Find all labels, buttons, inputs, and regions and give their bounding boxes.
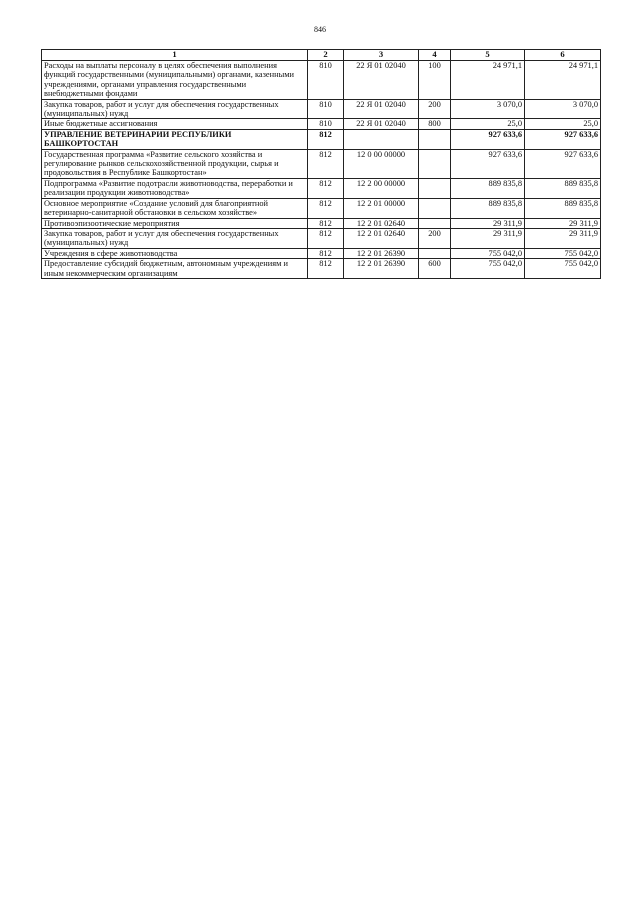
- row-amount-2: 24 971,1: [525, 61, 601, 100]
- row-amount-1: 3 070,0: [451, 99, 525, 119]
- column-header: 2: [308, 50, 344, 61]
- row-name: Основное мероприятие «Создание условий для благоприятной ветеринарно-санитарной обстановки в сельском хозяйстве»: [42, 198, 308, 218]
- row-target-code: 12 2 00 00000: [344, 178, 419, 198]
- row-admin-code: 812: [308, 218, 344, 228]
- table-row: [42, 248, 601, 258]
- row-admin-code: 812: [308, 248, 344, 258]
- table-row: [42, 228, 601, 248]
- row-amount-1: 755 042,0: [451, 259, 525, 279]
- row-name: Закупка товаров, работ и услуг для обеспечения государственных (муниципальных) нужд: [42, 228, 308, 248]
- row-target-code: 22 Я 01 02040: [344, 119, 419, 129]
- row-admin-code: 812: [308, 198, 344, 218]
- row-target-code: 22 Я 01 02040: [344, 99, 419, 119]
- row-amount-2: 927 633,6: [525, 149, 601, 178]
- table-row: [42, 99, 601, 119]
- row-name: Противоэпизоотические мероприятия: [42, 218, 308, 228]
- column-header: 4: [419, 50, 451, 61]
- row-amount-2: 29 311,9: [525, 218, 601, 228]
- column-header: 3: [344, 50, 419, 61]
- row-name: Подпрограмма «Развитие подотрасли животноводства, переработки и реализации продукции животноводства»: [42, 178, 308, 198]
- row-expense-type: [419, 198, 451, 218]
- row-name: Расходы на выплаты персоналу в целях обеспечения выполнения функций государственными (муниципальными) органами, казенными учреждениями, органами управления государственными внебюджетными фондами: [42, 61, 308, 100]
- row-target-code: 12 2 01 26390: [344, 259, 419, 279]
- row-target-code: 22 Я 01 02040: [344, 61, 419, 100]
- row-expense-type: 100: [419, 61, 451, 100]
- column-header: 1: [42, 50, 308, 61]
- column-header: 5: [451, 50, 525, 61]
- row-admin-code: 812: [308, 129, 344, 149]
- page-number: 846: [314, 25, 326, 34]
- row-expense-type: [419, 218, 451, 228]
- row-amount-2: 29 311,9: [525, 228, 601, 248]
- row-expense-type: 200: [419, 99, 451, 119]
- column-header: 6: [525, 50, 601, 61]
- row-amount-2: 889 835,8: [525, 198, 601, 218]
- row-name: Учреждения в сфере животноводства: [42, 248, 308, 258]
- row-amount-1: 24 971,1: [451, 61, 525, 100]
- table-row: [42, 119, 601, 129]
- row-amount-2: 3 070,0: [525, 99, 601, 119]
- row-admin-code: 810: [308, 99, 344, 119]
- row-admin-code: 812: [308, 228, 344, 248]
- row-name: Предоставление субсидий бюджетным, автономным учреждениям и иным некоммерческим организациям: [42, 259, 308, 279]
- row-name: Закупка товаров, работ и услуг для обеспечения государственных (муниципальных) нужд: [42, 99, 308, 119]
- row-amount-2: 755 042,0: [525, 259, 601, 279]
- row-amount-2: 889 835,8: [525, 178, 601, 198]
- row-amount-1: 889 835,8: [451, 178, 525, 198]
- table-row: [42, 129, 601, 149]
- row-target-code: 12 0 00 00000: [344, 149, 419, 178]
- row-expense-type: 800: [419, 119, 451, 129]
- row-amount-1: 755 042,0: [451, 248, 525, 258]
- table-row: [42, 178, 601, 198]
- row-target-code: 12 2 01 02640: [344, 228, 419, 248]
- row-expense-type: [419, 248, 451, 258]
- table-row: [42, 218, 601, 228]
- row-amount-1: 889 835,8: [451, 198, 525, 218]
- table-row: [42, 198, 601, 218]
- budget-table: [41, 49, 601, 279]
- table-row: [42, 259, 601, 279]
- row-amount-2: 25,0: [525, 119, 601, 129]
- row-admin-code: 810: [308, 61, 344, 100]
- row-amount-1: 29 311,9: [451, 218, 525, 228]
- table-row: [42, 61, 601, 100]
- row-amount-1: 927 633,6: [451, 129, 525, 149]
- row-target-code: 12 2 01 26390: [344, 248, 419, 258]
- row-target-code: [344, 129, 419, 149]
- row-admin-code: 812: [308, 259, 344, 279]
- table-row: [42, 149, 601, 178]
- row-name: Государственная программа «Развитие сельского хозяйства и регулирование рынков сельскохозяйственной продукции, сырья и продовольствия в Республике Башкортостан»: [42, 149, 308, 178]
- row-amount-1: 29 311,9: [451, 228, 525, 248]
- row-admin-code: 810: [308, 119, 344, 129]
- row-expense-type: [419, 129, 451, 149]
- row-target-code: 12 2 01 02640: [344, 218, 419, 228]
- row-name: УПРАВЛЕНИЕ ВЕТЕРИНАРИИ РЕСПУБЛИКИ БАШКОРТОСТАН: [42, 129, 308, 149]
- row-amount-1: 927 633,6: [451, 149, 525, 178]
- row-expense-type: 200: [419, 228, 451, 248]
- row-expense-type: [419, 149, 451, 178]
- row-amount-1: 25,0: [451, 119, 525, 129]
- row-name: Иные бюджетные ассигнования: [42, 119, 308, 129]
- table-header-row: [42, 50, 601, 61]
- row-admin-code: 812: [308, 178, 344, 198]
- row-admin-code: 812: [308, 149, 344, 178]
- row-amount-2: 927 633,6: [525, 129, 601, 149]
- row-amount-2: 755 042,0: [525, 248, 601, 258]
- row-expense-type: 600: [419, 259, 451, 279]
- row-expense-type: [419, 178, 451, 198]
- row-target-code: 12 2 01 00000: [344, 198, 419, 218]
